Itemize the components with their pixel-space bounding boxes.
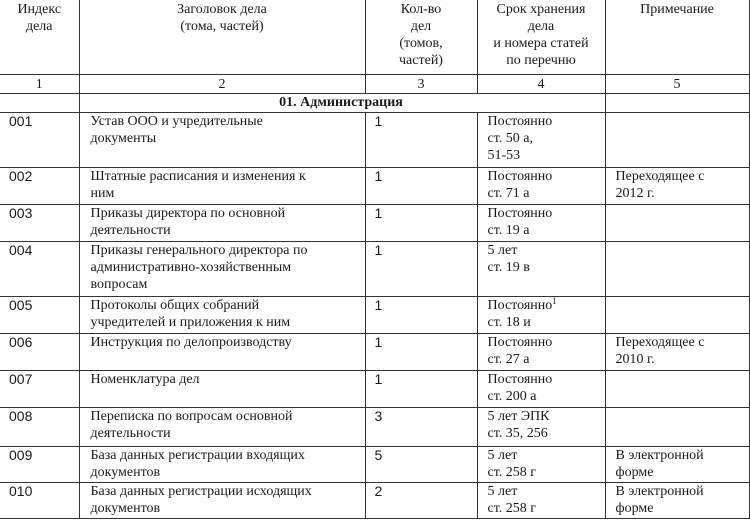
case-title-line: деятельности xyxy=(90,425,171,441)
case-note xyxy=(605,482,749,518)
retention-term xyxy=(477,370,605,407)
retention-term xyxy=(477,407,605,446)
case-quantity: 1 xyxy=(365,296,477,333)
retention-term-line xyxy=(488,388,601,405)
case-title xyxy=(79,112,365,167)
case-title-line: деятельности xyxy=(90,222,171,238)
retention-term-text: Постоянно xyxy=(487,334,553,350)
section-empty-cell xyxy=(605,93,749,112)
case-title xyxy=(79,241,365,296)
header-line: Индекс xyxy=(17,2,62,17)
case-title-line: учредителей и приложения к ним xyxy=(90,314,291,330)
case-note xyxy=(605,446,749,482)
retention-term-line xyxy=(488,185,601,202)
table-row xyxy=(0,241,749,296)
column-number: 3 xyxy=(365,74,477,93)
header-index xyxy=(0,0,79,74)
case-title-line: Переписка по вопросам основной xyxy=(90,408,293,424)
retention-term-text: ст. 200 а xyxy=(487,388,537,404)
case-note xyxy=(605,112,749,167)
header-line: частей) xyxy=(399,53,443,68)
retention-term-line xyxy=(488,314,601,331)
case-index: 004 xyxy=(0,241,79,296)
retention-term-text: ст. 19 а xyxy=(487,222,530,238)
case-note-line: 2010 г. xyxy=(615,351,655,367)
case-note xyxy=(605,407,749,446)
retention-term-text: Постоянно xyxy=(487,297,553,313)
retention-term-line xyxy=(488,464,601,481)
retention-term-text: ст. 35, 256 xyxy=(487,425,548,441)
case-title-line: Инструкция по делопроизводству xyxy=(90,334,292,350)
case-quantity: 2 xyxy=(365,482,477,518)
case-index: 005 xyxy=(0,296,79,333)
case-title-line: Номенклатура дел xyxy=(90,371,200,387)
header-title xyxy=(79,0,365,74)
case-note xyxy=(605,296,749,333)
case-note xyxy=(605,333,749,370)
column-numbers-row xyxy=(0,74,749,93)
column-number: 1 xyxy=(0,74,79,93)
retention-term xyxy=(477,112,605,167)
case-note-line: 2012 г. xyxy=(615,185,655,201)
retention-term-text: ст. 71 а xyxy=(487,185,530,201)
case-title-line: База данных регистрации входящих xyxy=(90,447,305,463)
header-line: дел xyxy=(410,19,432,34)
retention-term-text: Постоянно xyxy=(487,168,553,184)
case-title-line: административно-хозяйственным xyxy=(90,259,292,275)
case-note-line: Переходящее с xyxy=(615,168,705,184)
column-number: 2 xyxy=(79,74,365,93)
case-index: 007 xyxy=(0,370,79,407)
case-note-line: В электронной xyxy=(615,483,704,499)
table-row xyxy=(0,333,749,370)
retention-term xyxy=(477,241,605,296)
retention-term-line xyxy=(488,205,601,222)
case-index: 009 xyxy=(0,446,79,482)
header-line: дела xyxy=(25,19,53,34)
retention-term-line xyxy=(488,113,601,130)
case-note-line: Переходящее с xyxy=(615,334,705,350)
header-line: (тома, частей) xyxy=(180,19,264,34)
retention-term-line xyxy=(488,408,601,425)
case-title xyxy=(79,167,365,204)
retention-term-text: Постоянно xyxy=(487,371,553,387)
section-empty-cell xyxy=(0,93,79,112)
retention-term-text: 51-53 xyxy=(487,147,521,163)
case-note xyxy=(605,204,749,241)
case-index: 001 xyxy=(0,112,79,167)
retention-term-text: ст. 258 г xyxy=(487,500,537,516)
retention-term-text: Постоянно xyxy=(487,113,553,129)
retention-term-line xyxy=(488,351,601,368)
retention-term xyxy=(477,204,605,241)
retention-term-line xyxy=(488,130,601,147)
header-quantity xyxy=(365,0,477,74)
case-quantity: 1 xyxy=(365,204,477,241)
retention-term-text: ст. 258 г xyxy=(487,464,537,480)
header-line: и номера статей xyxy=(493,36,589,51)
case-title xyxy=(79,333,365,370)
section-row xyxy=(0,93,749,112)
retention-term xyxy=(477,333,605,370)
retention-term-line xyxy=(488,371,601,388)
case-title-line: документов xyxy=(90,464,161,480)
retention-term xyxy=(477,167,605,204)
table-row xyxy=(0,167,749,204)
case-quantity: 1 xyxy=(365,112,477,167)
case-title-line: База данных регистрации исходящих xyxy=(90,483,312,499)
retention-term-line xyxy=(488,242,601,259)
case-title xyxy=(79,482,365,518)
case-index: 008 xyxy=(0,407,79,446)
case-index: 010 xyxy=(0,482,79,518)
case-note-line: В электронной xyxy=(615,447,704,463)
case-index: 002 xyxy=(0,167,79,204)
table-row xyxy=(0,370,749,407)
header-term xyxy=(477,0,605,74)
retention-term-text: 5 лет ЭПК xyxy=(487,408,550,424)
case-quantity: 5 xyxy=(365,446,477,482)
retention-term-line xyxy=(488,447,601,464)
case-title-line: Приказы генерального директора по xyxy=(90,242,308,258)
retention-term-line xyxy=(488,500,601,517)
case-note xyxy=(605,370,749,407)
case-note-line: форме xyxy=(615,464,654,480)
header-line: по перечню xyxy=(506,53,576,68)
case-index: 006 xyxy=(0,333,79,370)
case-quantity: 1 xyxy=(365,333,477,370)
column-number: 4 xyxy=(477,74,605,93)
retention-term-line xyxy=(488,483,601,500)
retention-term-line xyxy=(488,259,601,276)
case-title-line: документов xyxy=(90,500,161,516)
case-title-line: Протоколы общих собраний xyxy=(90,297,260,313)
table-row xyxy=(0,296,749,333)
table-row xyxy=(0,112,749,167)
case-title-line: вопросам xyxy=(90,276,148,292)
case-note xyxy=(605,167,749,204)
header-line: Кол-во xyxy=(400,2,442,17)
header-note xyxy=(605,0,749,74)
retention-term xyxy=(477,446,605,482)
header-line: Срок хранения xyxy=(496,2,586,17)
retention-term-line xyxy=(488,425,601,442)
retention-term-text: ст. 27 а xyxy=(487,351,530,367)
retention-term-line xyxy=(488,222,601,239)
section-title: 01. Администрация xyxy=(79,93,605,112)
case-title xyxy=(79,370,365,407)
case-title-line: Приказы директора по основной xyxy=(90,205,286,221)
table-row xyxy=(0,446,749,482)
retention-term-text: 5 лет xyxy=(487,242,518,258)
retention-term-text: 5 лет xyxy=(487,447,518,463)
retention-term xyxy=(477,482,605,518)
case-title-line: ним xyxy=(90,185,115,201)
header-line: дела xyxy=(527,19,555,34)
case-title xyxy=(79,446,365,482)
header-line: Примечание xyxy=(640,2,714,17)
case-quantity: 3 xyxy=(365,407,477,446)
case-title xyxy=(79,407,365,446)
header-line: (томов, xyxy=(399,36,443,51)
retention-term-text: 5 лет xyxy=(487,483,518,499)
table-row xyxy=(0,407,749,446)
retention-term xyxy=(477,296,605,333)
case-title-line: документы xyxy=(90,130,157,146)
retention-term-line xyxy=(488,168,601,185)
table-row xyxy=(0,482,749,518)
retention-term-text: ст. 18 и xyxy=(487,314,531,330)
header-line: Заголовок дела xyxy=(177,2,267,17)
case-title xyxy=(79,204,365,241)
retention-term-line xyxy=(488,297,601,314)
retention-term-line xyxy=(488,334,601,351)
case-index: 003 xyxy=(0,204,79,241)
case-note-line: форме xyxy=(615,500,654,516)
column-number: 5 xyxy=(605,74,749,93)
header-row xyxy=(0,0,749,74)
case-title-line: Штатные расписания и изменения к xyxy=(90,168,306,184)
retention-term-text: Постоянно xyxy=(487,205,553,221)
retention-term-line xyxy=(488,147,601,164)
case-title xyxy=(79,296,365,333)
case-quantity: 1 xyxy=(365,370,477,407)
retention-term-text: ст. 50 а, xyxy=(487,130,533,146)
case-title-line: Устав ООО и учредительные xyxy=(90,113,263,129)
table-row xyxy=(0,204,749,241)
retention-term-text: ст. 19 в xyxy=(487,259,530,275)
case-quantity: 1 xyxy=(365,241,477,296)
case-note xyxy=(605,241,749,296)
case-quantity: 1 xyxy=(365,167,477,204)
footnote-marker: 1 xyxy=(552,296,557,306)
